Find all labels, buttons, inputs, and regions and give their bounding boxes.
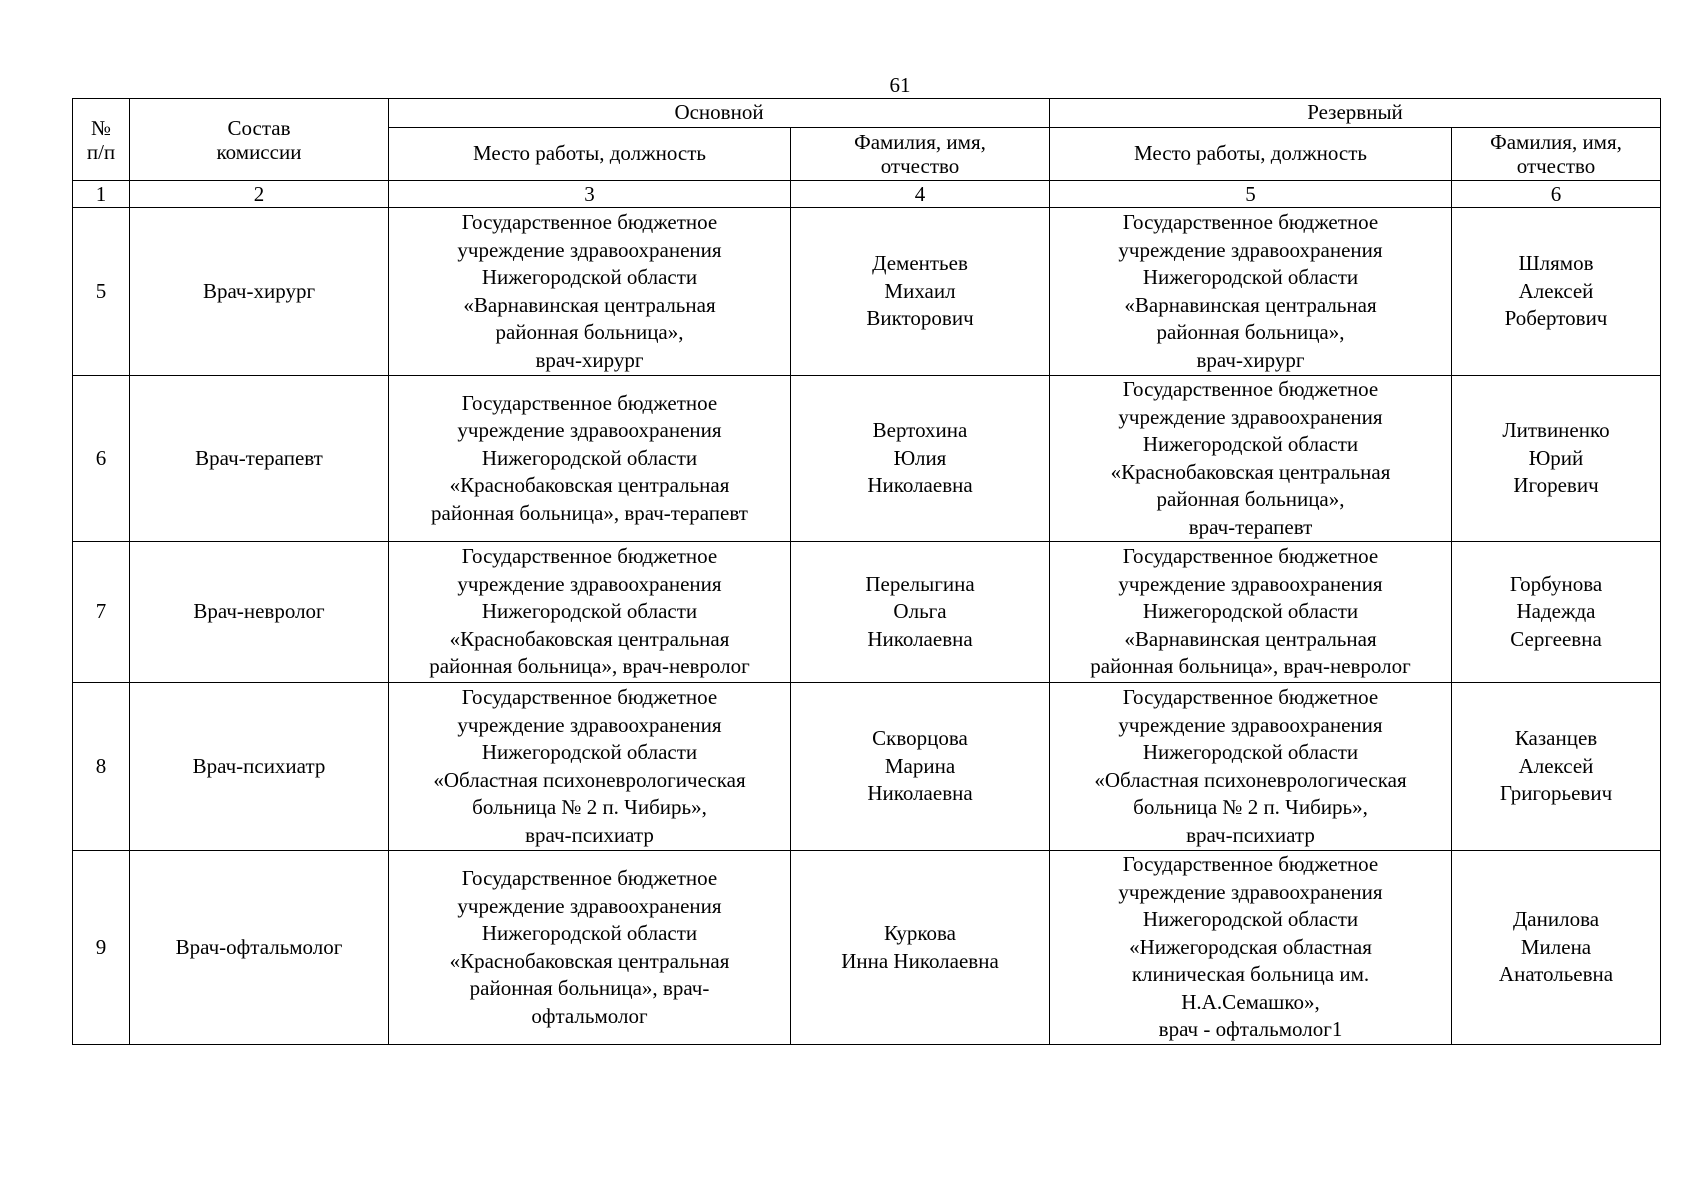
commission-role: Врач-хирург [130,208,389,376]
main-fio: Скворцова Марина Николаевна [791,683,1050,851]
row-number: 9 [73,851,130,1045]
table-row [73,208,1661,376]
column-number: 5 [1050,181,1452,208]
header-num: № п/п [73,99,130,181]
reserve-fio: Литвиненко Юрий Игоревич [1452,376,1661,542]
commission-role: Врач-невролог [130,542,389,683]
header-main-fio: Фамилия, имя, отчество [791,128,1050,181]
table-row [73,851,1661,1045]
commission-table [72,98,1661,1045]
header-main-workplace: Место работы, должность [389,128,791,181]
header-main: Основной [389,99,1050,128]
main-fio: Куркова Инна Николаевна [791,851,1050,1045]
main-workplace: Государственное бюджетное учреждение здравоохранения Нижегородской области «Краснобаковская центральная районная больница», врач- офтальмолог [389,851,791,1045]
reserve-fio: Казанцев Алексей Григорьевич [1452,683,1661,851]
table-row [73,542,1661,683]
reserve-workplace: Государственное бюджетное учреждение здравоохранения Нижегородской области «Нижегородская областная клиническая больница им. Н.А.Семашко», врач - офтальмолог1 [1050,851,1452,1045]
header-row-1 [73,99,1661,128]
column-number: 1 [73,181,130,208]
commission-role: Врач-психиатр [130,683,389,851]
header-reserve-fio: Фамилия, имя, отчество [1452,128,1661,181]
reserve-workplace: Государственное бюджетное учреждение здравоохранения Нижегородской области «Варнавинская центральная районная больница», врач-невролог [1050,542,1452,683]
row-number: 6 [73,376,130,542]
table-row [73,683,1661,851]
reserve-fio: Шлямов Алексей Робертович [1452,208,1661,376]
table-row [73,376,1661,542]
column-number: 2 [130,181,389,208]
main-workplace: Государственное бюджетное учреждение здравоохранения Нижегородской области «Областная психоневрологическая больница № 2 п. Чибирь», врач-психиатр [389,683,791,851]
reserve-workplace: Государственное бюджетное учреждение здравоохранения Нижегородской области «Варнавинская центральная районная больница», врач-хирург [1050,208,1452,376]
row-number: 8 [73,683,130,851]
row-number: 7 [73,542,130,683]
commission-role: Врач-терапевт [130,376,389,542]
main-workplace: Государственное бюджетное учреждение здравоохранения Нижегородской области «Варнавинская центральная районная больница», врач-хирург [389,208,791,376]
page-number: 61 [889,73,911,97]
header-reserve-workplace: Место работы, должность [1050,128,1452,181]
row-number: 5 [73,208,130,376]
main-fio: Перелыгина Ольга Николаевна [791,542,1050,683]
reserve-workplace: Государственное бюджетное учреждение здравоохранения Нижегородской области «Краснобаковская центральная районная больница», врач-терапевт [1050,376,1452,542]
column-number: 4 [791,181,1050,208]
column-number: 3 [389,181,791,208]
reserve-fio: Горбунова Надежда Сергеевна [1452,542,1661,683]
reserve-workplace: Государственное бюджетное учреждение здравоохранения Нижегородской области «Областная психоневрологическая больница № 2 п. Чибирь», врач-психиатр [1050,683,1452,851]
reserve-fio: Данилова Милена Анатольевна [1452,851,1661,1045]
main-fio: Дементьев Михаил Викторович [791,208,1050,376]
header-composition: Состав комиссии [130,99,389,181]
column-number-row [73,181,1661,208]
header-reserve: Резервный [1050,99,1661,128]
commission-role: Врач-офтальмолог [130,851,389,1045]
main-fio: Вертохина Юлия Николаевна [791,376,1050,542]
column-number: 6 [1452,181,1661,208]
main-workplace: Государственное бюджетное учреждение здравоохранения Нижегородской области «Краснобаковская центральная районная больница», врач-невролог [389,542,791,683]
main-workplace: Государственное бюджетное учреждение здравоохранения Нижегородской области «Краснобаковская центральная районная больница», врач-терапевт [389,376,791,542]
